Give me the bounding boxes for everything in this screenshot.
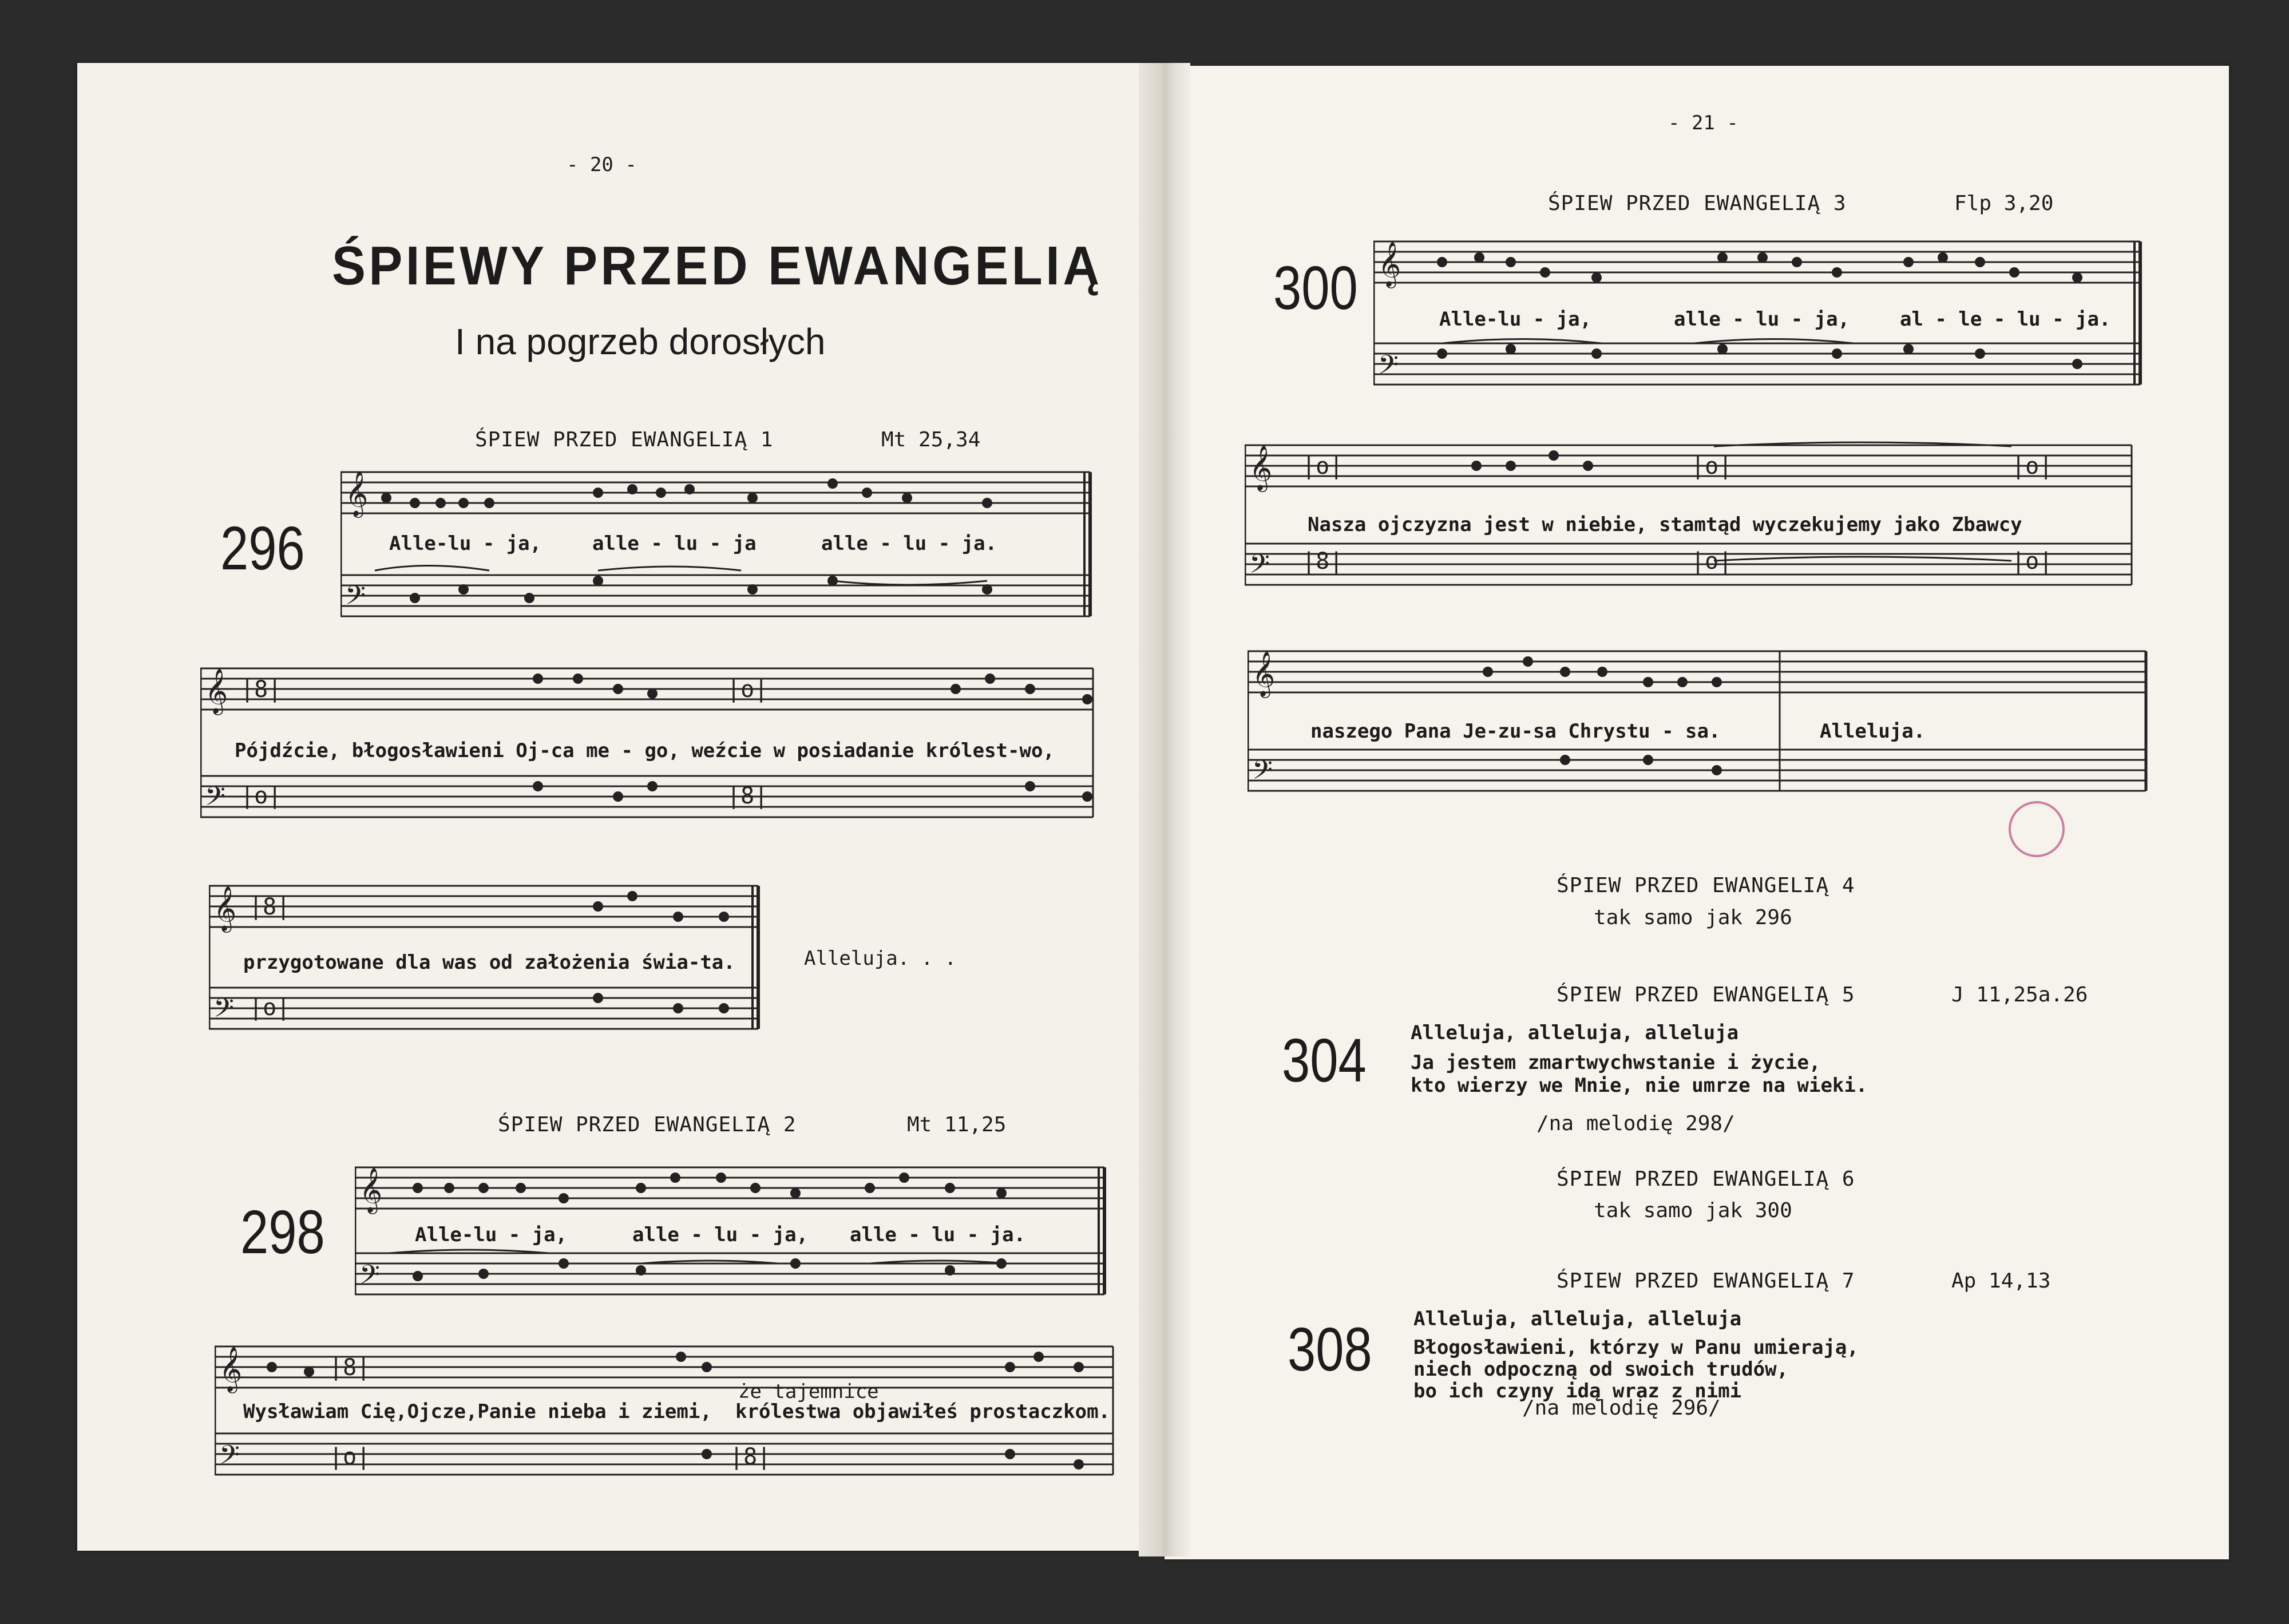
verse-line-3: Nasza ojczyzna jest w niebie, stamtąd wyczekujemy jako Zbawcy <box>1308 513 2022 536</box>
svg-text:𝄢: 𝄢 <box>1249 549 1270 586</box>
svg-text:𝄞: 𝄞 <box>205 668 228 714</box>
svg-text:|8|: |8| <box>727 783 769 809</box>
lyric-1b: alle - lu - ja <box>592 532 757 555</box>
svg-text:𝄞: 𝄞 <box>1249 445 1273 490</box>
svg-text:𝄞: 𝄞 <box>359 1167 383 1213</box>
svg-text:𝄞: 𝄞 <box>1252 651 1276 696</box>
verse-line-2b: że tajemnice <box>738 1380 879 1403</box>
svg-text:|o|: |o| <box>240 783 282 809</box>
svg-text:𝄢: 𝄢 <box>1252 755 1273 792</box>
verse-line-1: Pójdźcie, błogosławieni Oj-ca me - go, weźcie w posiadanie królest-wo, <box>235 739 1055 762</box>
scripture-reference-1: Mt 25,34 <box>881 428 981 451</box>
section-heading-5: ŚPIEW PRZED EWANGELIĄ 5 <box>1557 983 1855 1007</box>
closing-alleluja-3: Alleluja. <box>1820 720 1926 743</box>
text-7-line-3: niech odpoczną od swoich trudów, <box>1413 1358 1789 1381</box>
text-7-line-2: Błogosławieni, którzy w Panu umierają, <box>1413 1336 1859 1359</box>
lyric-3a: Alle-lu - ja, <box>1439 308 1592 331</box>
page-number-right: - 21 - <box>1668 112 1738 134</box>
text-7-line-4: bo ich czyny idą wraz z nimi <box>1413 1380 1742 1403</box>
svg-text:𝄢: 𝄢 <box>205 781 226 818</box>
hymn-number-308: 308 <box>1288 1314 1372 1384</box>
section-heading-1: ŚPIEW PRZED EWANGELIĄ 1 <box>475 428 774 451</box>
svg-text:𝄢: 𝄢 <box>219 1440 240 1477</box>
scripture-reference-5: J 11,25a.26 <box>1951 983 2088 1007</box>
note-6: tak samo jak 300 <box>1594 1199 1792 1222</box>
svg-text:𝄞: 𝄞 <box>213 886 237 931</box>
svg-text:𝄢: 𝄢 <box>1378 350 1399 387</box>
lyric-1a: Alle-lu - ja, <box>389 532 542 555</box>
verse-line-2: przygotowane dla was od założenia świa-ta. <box>243 951 735 974</box>
svg-text:|o|: |o| <box>2011 548 2053 575</box>
book-spine <box>1139 63 1190 1556</box>
lyric-2b: alle - lu - ja, <box>632 1223 809 1246</box>
closing-alleluja-1: Alleluja. . . <box>804 947 957 970</box>
svg-text:𝄢: 𝄢 <box>359 1259 381 1297</box>
svg-text:𝄢: 𝄢 <box>213 993 235 1030</box>
section-heading-3: ŚPIEW PRZED EWANGELIĄ 3 <box>1548 192 1847 215</box>
lyric-2c: alle - lu - ja. <box>850 1223 1026 1246</box>
svg-text:|o|: |o| <box>249 995 291 1021</box>
note-4: tak samo jak 296 <box>1594 906 1792 929</box>
lyric-1c: alle - lu - ja. <box>821 532 997 555</box>
svg-text:|8|: |8| <box>329 1354 371 1381</box>
lyric-3c: al - le - lu - ja. <box>1900 308 2111 331</box>
hymn-number-298: 298 <box>240 1197 325 1266</box>
svg-text:|o|: |o| <box>329 1444 371 1470</box>
svg-text:|8|: |8| <box>249 894 291 920</box>
hymn-number-296: 296 <box>220 513 305 583</box>
section-heading-6: ŚPIEW PRZED EWANGELIĄ 6 <box>1557 1167 1855 1191</box>
text-5-line-2: Ja jestem zmartwychwstanie i życie, <box>1411 1051 1821 1074</box>
svg-text:|o|: |o| <box>2011 453 2053 480</box>
melody-note-7: /na melodię 296/ <box>1522 1396 1721 1420</box>
svg-text:|8|: |8| <box>1302 548 1344 575</box>
scripture-reference-7: Ap 14,13 <box>1951 1269 2051 1293</box>
svg-text:|8|: |8| <box>240 676 282 703</box>
melody-note-5: /na melodię 298/ <box>1536 1112 1735 1135</box>
lyric-3b: alle - lu - ja, <box>1674 308 1850 331</box>
svg-text:|8|: |8| <box>730 1444 771 1470</box>
text-7-line-1: Alleluja, alleluja, alleluja <box>1413 1308 1742 1330</box>
scripture-reference-3: Flp 3,20 <box>1954 192 2054 215</box>
page-title: ŚPIEWY PRZED EWANGELIĄ <box>332 235 1103 296</box>
svg-text:𝄢: 𝄢 <box>345 580 366 617</box>
section-heading-7: ŚPIEW PRZED EWANGELIĄ 7 <box>1557 1269 1855 1293</box>
hymn-number-300: 300 <box>1273 253 1358 322</box>
svg-text:|o|: |o| <box>1302 453 1344 480</box>
svg-text:|o|: |o| <box>1691 548 1733 575</box>
text-5-line-3: kto wierzy we Mnie, nie umrze na wieki. <box>1411 1074 1868 1097</box>
lyric-2a: Alle-lu - ja, <box>415 1223 568 1246</box>
svg-text:𝄞: 𝄞 <box>1378 241 1401 287</box>
svg-text:𝄞: 𝄞 <box>219 1346 243 1392</box>
svg-text:|o|: |o| <box>1691 453 1733 480</box>
verse-line-3b: naszego Pana Je-zu-sa Chrystu - sa. <box>1310 720 1721 743</box>
verse-line-2c: królestwa objawiłeś prostaczkom. <box>735 1400 1111 1423</box>
text-5-line-1: Alleluja, alleluja, alleluja <box>1411 1021 1739 1044</box>
svg-text:𝄞: 𝄞 <box>345 471 369 516</box>
section-heading-2: ŚPIEW PRZED EWANGELIĄ 2 <box>498 1113 797 1136</box>
scripture-reference-2: Mt 11,25 <box>907 1113 1007 1136</box>
hymn-number-304: 304 <box>1282 1025 1367 1095</box>
verse-line-2a: Wysławiam Cię,Ojcze,Panie nieba i ziemi, <box>243 1400 712 1423</box>
page-number-left: - 20 - <box>567 153 637 176</box>
section-heading-4: ŚPIEW PRZED EWANGELIĄ 4 <box>1557 874 1855 897</box>
page-subtitle: I na pogrzeb dorosłych <box>455 321 826 362</box>
svg-text:|o|: |o| <box>727 676 769 703</box>
